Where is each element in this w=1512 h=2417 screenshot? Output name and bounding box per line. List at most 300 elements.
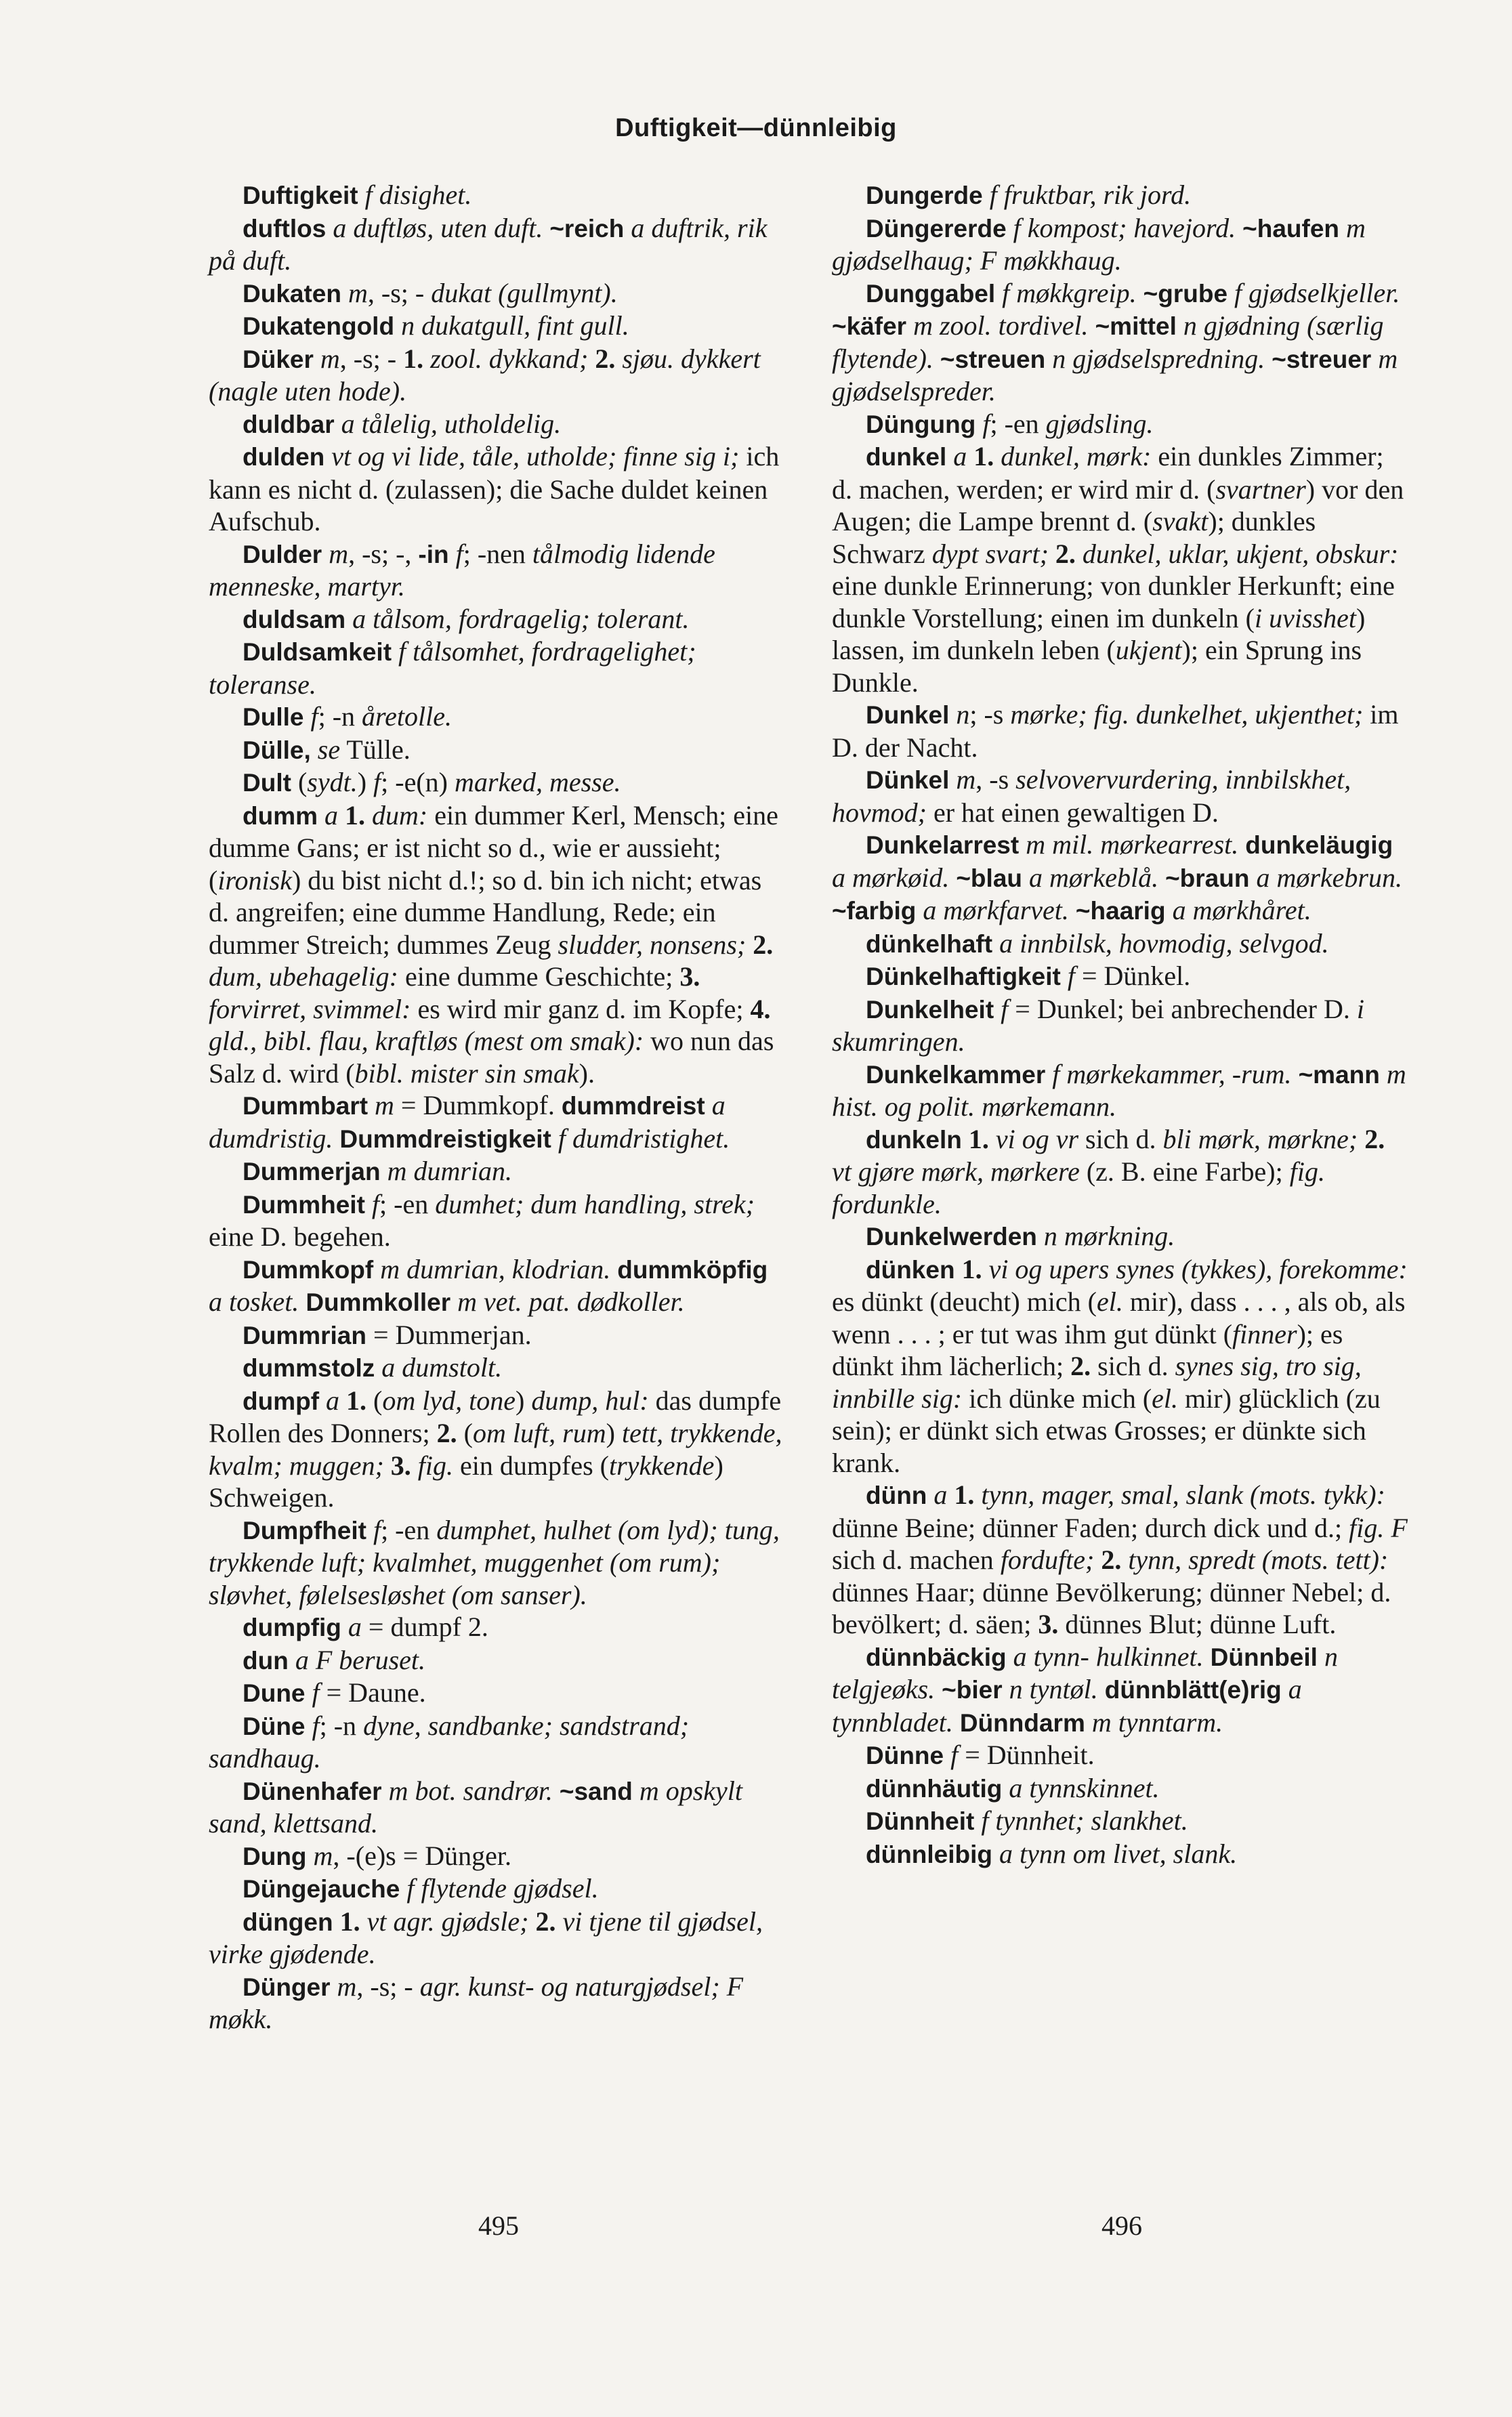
- dictionary-entry: [832, 1123, 1408, 1221]
- translation-text: vt gjøre mørk, mørkere: [832, 1156, 1080, 1187]
- translation-text: m dumrian.: [387, 1156, 513, 1186]
- entry-text: [382, 1775, 389, 1806]
- headword: Dumpfheit: [243, 1516, 366, 1544]
- entry-text: [411, 1450, 418, 1481]
- headword: Dunkelkammer: [866, 1060, 1046, 1089]
- entry-text: [989, 1124, 996, 1154]
- headword: Dummheit: [243, 1190, 365, 1219]
- translation-text: m zool. tordivel.: [913, 310, 1089, 341]
- translation-text: m: [313, 1840, 333, 1871]
- translation-text: f: [373, 1514, 381, 1545]
- sense-number: 1.: [345, 799, 365, 831]
- translation-text: a mørkøid.: [832, 862, 950, 893]
- entry-text: [962, 1124, 969, 1154]
- translation-text: svartner: [1215, 474, 1306, 505]
- dictionary-entry: [832, 179, 1408, 212]
- entry-text: [1085, 1707, 1092, 1738]
- entry-text: eine dumme Geschichte;: [398, 961, 680, 992]
- dictionary-entry: [209, 408, 784, 441]
- translation-text: f dumdristighet.: [558, 1122, 730, 1154]
- headword: dünken: [866, 1255, 955, 1284]
- translation-text: n tyntøl.: [1009, 1674, 1098, 1704]
- headword: dünnhäutig: [866, 1774, 1003, 1803]
- translation-text: m dumrian, klodrian.: [380, 1253, 611, 1284]
- sense-number: 1.: [973, 441, 994, 471]
- translation-text: a dumdristig.: [209, 1090, 726, 1154]
- dictionary-entry: [832, 212, 1408, 277]
- translation-text: vi tjene til gjødsel, virke gjødende.: [209, 1906, 763, 1969]
- entry-text: [916, 895, 923, 925]
- headword: Duldsamkeit: [243, 638, 392, 666]
- entry-text: [306, 1710, 312, 1741]
- dictionary-entry: [209, 1089, 784, 1155]
- translation-text: trykkende: [608, 1450, 715, 1481]
- translation-text: fig.: [417, 1450, 454, 1481]
- translation-text: f: [312, 1710, 320, 1741]
- entry-text: [303, 701, 310, 732]
- entry-text: ein dumpfes (: [453, 1450, 609, 1481]
- dictionary-entry: [209, 700, 784, 734]
- headword: dumpf: [243, 1387, 320, 1415]
- headword: ~reich: [549, 214, 625, 243]
- entry-text: [949, 699, 956, 730]
- translation-text: vi og vr: [995, 1123, 1079, 1154]
- headword: Düngejauche: [243, 1875, 400, 1903]
- dictionary-entry: [209, 603, 784, 636]
- headword: dun: [243, 1646, 289, 1675]
- translation-text: f: [373, 767, 381, 797]
- entry-text: [949, 862, 956, 893]
- dictionary-entry: [209, 734, 784, 767]
- entry-text: [992, 928, 999, 959]
- headword: Dülle,: [243, 736, 311, 764]
- entry-text: [983, 180, 990, 210]
- headword: Dünndarm: [959, 1708, 1085, 1737]
- translation-text: dum, ubehagelig:: [209, 961, 398, 992]
- entry-text: eine D. begehen.: [209, 1221, 391, 1252]
- translation-text: n dukatgull, fint gull.: [401, 310, 629, 341]
- headword: Dunkelwerden: [866, 1223, 1037, 1250]
- translation-text: m: [337, 1971, 357, 2002]
- dictionary-entry: [832, 277, 1408, 408]
- entry-text: dünnes Haar; dünne Bevölkerung; dünner Nebel; d. bevölkert; d. säen;: [832, 1576, 1391, 1639]
- translation-text: svakt: [1152, 506, 1209, 537]
- headword: dunkeln: [866, 1125, 962, 1154]
- headword: dummdreist: [561, 1092, 705, 1120]
- translation-text: a: [326, 1385, 340, 1416]
- sense-number: 2.: [1070, 1351, 1091, 1381]
- entry-text: [365, 800, 372, 831]
- translation-text: tynn, mager, smal, slank (mots. tykk):: [981, 1479, 1385, 1510]
- translation-text: f: [312, 1677, 320, 1708]
- entry-text: ein dunkles Zimmer; d. machen, werden; er wird mir d. (: [832, 441, 1384, 505]
- dictionary-entry: [209, 277, 784, 310]
- entry-text: [1094, 1544, 1101, 1575]
- entry-text: [1371, 343, 1378, 374]
- entry-text: mir), dass . . . , als ob, als wenn . . . ; er tut was ihm gut dünkt (: [832, 1286, 1406, 1349]
- translation-text: mørke; fig. dunkelhet, ukjenthet;: [1010, 699, 1364, 730]
- headword: Dunkelheit: [866, 995, 994, 1024]
- entry-text: [333, 1906, 340, 1937]
- entry-text: [365, 1189, 372, 1219]
- entry-text: (z. B. eine Farbe);: [1079, 1156, 1290, 1187]
- entry-text: [949, 764, 956, 795]
- entry-text: [341, 1612, 348, 1642]
- entry-text: [319, 1385, 326, 1416]
- entry-text: ); es dünkt ihm lächerlich;: [832, 1318, 1343, 1381]
- entry-text: ) vor den Augen; die Lampe brennt d. (: [832, 474, 1404, 537]
- entry-text: [339, 1385, 346, 1416]
- entry-text: [1089, 310, 1095, 341]
- entry-text: sich d.: [1091, 1351, 1175, 1381]
- translation-text: vt agr. gjødsle;: [366, 1906, 529, 1937]
- entry-text: [400, 1873, 406, 1904]
- entry-text: = dumpf 2.: [361, 1612, 488, 1642]
- entry-text: [588, 343, 595, 374]
- entry-text: [967, 441, 973, 471]
- entry-text: [1045, 343, 1052, 374]
- entry-text: [373, 1254, 380, 1284]
- translation-text: m: [348, 277, 368, 308]
- entry-text: ; -en: [379, 1188, 436, 1219]
- entry-text: [1003, 1674, 1009, 1704]
- entry-text: [994, 994, 1001, 1024]
- headword: Dune: [243, 1679, 306, 1707]
- translation-text: synes sig, tro sig, innbille sig:: [832, 1351, 1362, 1414]
- dictionary-entry: [832, 960, 1408, 993]
- entry-text: [1137, 278, 1143, 308]
- entry-text: [307, 1841, 314, 1871]
- entry-text: = Dünkel.: [1074, 961, 1191, 991]
- entry-text: [1358, 1124, 1364, 1154]
- dictionary-entry: [209, 1188, 784, 1253]
- entry-text: [1061, 961, 1068, 991]
- headword: dünnleibig: [866, 1840, 993, 1868]
- translation-text: a tynn- hulkinnet.: [1013, 1641, 1204, 1672]
- sense-number: 1.: [954, 1479, 975, 1510]
- dictionary-entry: [209, 766, 784, 799]
- entry-text: [551, 1123, 558, 1154]
- dictionary-entry: [832, 698, 1408, 763]
- entry-text: [610, 1254, 617, 1284]
- headword: ~haufen: [1242, 214, 1340, 243]
- entry-text: [624, 213, 631, 243]
- translation-text: vt og vi lide, tåle, utholde; finne sig i;: [331, 441, 740, 471]
- entry-text: [1007, 213, 1013, 243]
- entry-text: [1049, 539, 1055, 569]
- translation-text: ukjent: [1115, 635, 1182, 665]
- dictionary-entry: [209, 1351, 784, 1385]
- entry-text: [375, 1352, 381, 1383]
- translation-text: sydt.: [307, 767, 358, 797]
- translation-text: f: [371, 1188, 380, 1219]
- translation-text: fig. fordunkle.: [832, 1156, 1325, 1219]
- headword: Dult: [243, 769, 291, 797]
- dictionary-entry: [209, 538, 784, 603]
- translation-text: dum:: [372, 799, 428, 831]
- entry-text: [992, 1838, 999, 1869]
- entry-text: [615, 343, 622, 374]
- headword: Dummbart: [243, 1092, 369, 1120]
- entry-text: ) du bist nicht d.!; so d. bin ich nicht; etwas d. angreifen; eine dumme Handlung, Rede; ein dummer Streich; dummes Zeug: [209, 864, 762, 960]
- entry-text: eine dunkle Erinnerung; von dunkler Herkunft; eine dunkle Vorstellung; einen im dunkeln (: [832, 570, 1395, 633]
- dictionary-entry: [209, 1840, 784, 1873]
- entry-text: [1076, 539, 1083, 569]
- headword: ~farbig: [832, 897, 917, 925]
- running-header: Duftigkeit—dünnleibig: [615, 114, 897, 142]
- translation-text: f mørkekammer, -rum.: [1052, 1058, 1292, 1089]
- entry-text: [322, 539, 329, 569]
- entry-text: [933, 343, 940, 374]
- entry-text: (: [291, 767, 308, 797]
- dictionary-entry: [209, 1611, 784, 1644]
- translation-text: f: [982, 408, 990, 439]
- translation-text: a: [348, 1612, 362, 1642]
- entry-text: sich d. machen: [832, 1544, 1001, 1575]
- headword: Dunkelarrest: [866, 831, 1020, 859]
- headword: dummstolz: [243, 1354, 375, 1382]
- translation-text: dukat (gullmynt).: [431, 277, 618, 308]
- translation-text: sjøu. dykkert (nagle uten hode).: [209, 343, 761, 406]
- entry-text: , -s; -: [339, 343, 404, 374]
- translation-text: a tynnbladet.: [832, 1674, 1302, 1738]
- dictionary-entry: [832, 1641, 1408, 1740]
- headword: ~sand: [559, 1777, 633, 1805]
- entry-text: [1238, 829, 1245, 860]
- entry-text: [1166, 895, 1173, 925]
- dictionary-entry: [209, 310, 784, 343]
- translation-text: tynn, spredt (mots. tett):: [1128, 1544, 1389, 1575]
- translation-text: a: [324, 799, 338, 831]
- translation-text: se: [317, 734, 341, 765]
- sense-number: 1.: [403, 343, 424, 374]
- translation-text: a F beruset.: [295, 1644, 425, 1675]
- entry-text: ich kann es nicht d. (zulassen); die Sache duldet keinen Aufschub.: [209, 441, 780, 537]
- translation-text: tålmodig lidende menneske, martyr.: [209, 538, 715, 602]
- translation-text: m: [375, 1090, 394, 1120]
- entry-text: [394, 310, 401, 341]
- dictionary-entry: [209, 1644, 784, 1677]
- entry-text: ; -n: [318, 701, 362, 732]
- column-right: [832, 179, 1408, 1870]
- translation-text: f: [1067, 961, 1075, 991]
- translation-text: n: [956, 699, 970, 730]
- entry-text: es wird mir ganz d. im Kopfe;: [411, 993, 751, 1024]
- dictionary-entry: [209, 635, 784, 700]
- translation-text: f flytende gjødsel.: [406, 1873, 599, 1904]
- entry-text: ; -s: [969, 699, 1011, 730]
- dictionary-entry: [209, 1971, 784, 2036]
- entry-text: ); dunkles Schwarz: [832, 506, 1316, 569]
- translation-text: f møkkgreip.: [1002, 277, 1137, 308]
- translation-text: m mil. mørkearrest.: [1026, 829, 1239, 860]
- translation-text: n gjødning (særlig flytende).: [832, 310, 1384, 374]
- translation-text: f fruktbar, rik jord.: [989, 180, 1192, 210]
- headword: Duftigkeit: [243, 182, 358, 209]
- entry-text: wo nun das Salz d. wird (: [209, 1026, 774, 1089]
- dictionary-entry: [832, 1739, 1408, 1772]
- dictionary-entry: [209, 440, 784, 538]
- entry-text: [423, 343, 430, 374]
- entry-text: ; -en: [381, 1514, 437, 1545]
- dictionary-entry: [832, 1058, 1408, 1123]
- headword: Dunkel: [866, 701, 950, 729]
- dictionary-entry: [832, 408, 1408, 441]
- translation-text: f: [455, 538, 463, 569]
- entry-text: , -s; -,: [348, 538, 419, 569]
- translation-text: a tynn om livet, slank.: [999, 1838, 1238, 1869]
- dictionary-entry: [832, 1838, 1408, 1871]
- headword: Dukatengold: [243, 312, 395, 340]
- page-number-right: 496: [1101, 2210, 1142, 2241]
- entry-text: [955, 1254, 962, 1284]
- entry-text: [314, 343, 320, 374]
- entry-text: [927, 1479, 933, 1510]
- headword: Dummdreistigkeit: [339, 1125, 551, 1153]
- entry-text: (: [366, 1385, 383, 1416]
- entry-text: [543, 213, 549, 243]
- translation-text: fordufte;: [1000, 1544, 1095, 1575]
- dictionary-entry: [832, 1479, 1408, 1641]
- translation-text: a tålelig, utholdelig.: [341, 408, 562, 439]
- sense-number: 3.: [390, 1450, 411, 1481]
- entry-text: [975, 408, 982, 439]
- entry-text: [1158, 862, 1165, 893]
- translation-text: ironisk: [217, 864, 292, 896]
- headword: dulden: [243, 443, 325, 471]
- dictionary-entry: [209, 212, 784, 277]
- entry-text: = Daune.: [319, 1677, 426, 1708]
- entry-text: [974, 1479, 981, 1510]
- translation-text: f gjødselkjeller.: [1234, 277, 1400, 308]
- column-left: [209, 179, 784, 2036]
- entry-text: [1339, 213, 1346, 243]
- translation-text: m tynntarm.: [1091, 1706, 1223, 1738]
- translation-text: zool. dykkand;: [430, 343, 589, 374]
- entry-text: [384, 1450, 391, 1481]
- translation-text: m gjødselhaug; F møkkhaug.: [832, 212, 1366, 276]
- headword: ~käfer: [832, 312, 907, 340]
- translation-text: dumhet; dum handling, strek;: [435, 1188, 755, 1219]
- headword: ~bier: [942, 1676, 1003, 1704]
- translation-text: a: [953, 441, 967, 471]
- translation-text: m: [320, 343, 340, 374]
- translation-text: m opskylt sand, klettsand.: [209, 1775, 742, 1838]
- translation-text: m: [956, 764, 976, 795]
- headword: dünnbäckig: [866, 1643, 1007, 1671]
- entry-text: [1019, 829, 1026, 860]
- dictionary-entry: [832, 1220, 1408, 1253]
- entry-text: [553, 1775, 560, 1806]
- translation-text: f: [950, 1740, 959, 1770]
- entry-text: [1282, 1674, 1288, 1704]
- headword: dummköpfig: [617, 1255, 768, 1284]
- entry-text: [1249, 862, 1256, 893]
- entry-text: ): [606, 1418, 622, 1448]
- translation-text: dumphet, hulhet (om lyd); tung, trykkende luft; kvalmhet, muggenhet (om rum); sløvhet, følelsesløshet (om sanser).: [209, 1514, 780, 1610]
- translation-text: n telgjeøks.: [832, 1641, 1338, 1704]
- entry-text: = Dunkel; bei anbrechender D.: [1008, 993, 1357, 1024]
- entry-text: , -(e)s = Dünger.: [333, 1840, 512, 1871]
- translation-text: om lyd, tone: [382, 1385, 516, 1416]
- entry-text: [947, 1479, 954, 1510]
- entry-text: [392, 636, 398, 667]
- dictionary-entry: [209, 1319, 784, 1352]
- entry-text: [358, 180, 365, 210]
- translation-text: dypt svart;: [931, 538, 1049, 569]
- translation-text: a: [933, 1479, 948, 1510]
- dictionary-entry: [209, 1253, 784, 1319]
- headword: ~grube: [1143, 279, 1228, 308]
- translation-text: f kompost; havejord.: [1013, 212, 1236, 243]
- headword: ~braun: [1165, 864, 1250, 892]
- translation-text: åretolle.: [362, 701, 452, 732]
- entry-text: = Dünnheit.: [958, 1740, 1095, 1770]
- dictionary-entry: [209, 1710, 784, 1775]
- entry-text: [341, 278, 348, 308]
- entry-text: ; -en: [990, 408, 1046, 439]
- translation-text: vi og upers synes (tykkes), forekomme:: [988, 1253, 1408, 1284]
- translation-text: fig. F: [1349, 1512, 1408, 1543]
- translation-text: m gjødselspreder.: [832, 343, 1398, 406]
- headword: Dünnheit: [866, 1807, 975, 1835]
- entry-text: [1204, 1641, 1211, 1672]
- headword: Dulle: [243, 703, 304, 731]
- entry-text: [633, 1775, 639, 1806]
- sense-number: 2.: [1055, 538, 1076, 569]
- page-number-left: 495: [478, 2210, 519, 2241]
- dictionary-entry: [209, 1514, 784, 1612]
- headword: ~haarig: [1075, 897, 1166, 925]
- entry-text: , -s; -: [356, 1971, 420, 2002]
- dictionary-entry: [209, 1385, 784, 1514]
- entry-text: ): [357, 767, 374, 797]
- entry-text: ; -nen: [463, 538, 532, 569]
- entry-text: ).: [579, 1057, 595, 1089]
- headword: ~mann: [1298, 1060, 1380, 1089]
- headword: Dukaten: [243, 279, 341, 308]
- entry-text: , -s: [975, 764, 1016, 795]
- entry-text: ) Schweigen.: [209, 1450, 723, 1513]
- dictionary-entry: [209, 343, 784, 408]
- entry-text: ; -e(n): [381, 767, 455, 797]
- entry-text: [1292, 1059, 1299, 1089]
- entry-text: [1037, 1221, 1044, 1251]
- sense-number: 2.: [753, 929, 774, 960]
- entry-text: [1121, 1544, 1128, 1575]
- entry-text: [318, 800, 324, 831]
- entry-text: [944, 1740, 950, 1770]
- entry-text: ) lassen, im dunkeln leben (: [832, 602, 1366, 665]
- headword: duftlos: [243, 214, 327, 243]
- translation-text: i skumringen.: [832, 993, 1364, 1057]
- translation-text: a dumstolt.: [381, 1352, 503, 1383]
- translation-text: a mørkebrun.: [1256, 862, 1402, 893]
- translation-text: n gjødselspredning.: [1052, 343, 1265, 374]
- entry-text: = Dummerjan.: [366, 1319, 532, 1350]
- translation-text: a mørkeblå.: [1029, 862, 1159, 893]
- entry-text: [345, 604, 352, 634]
- translation-text: forvirret, svimmel:: [209, 993, 411, 1024]
- dictionary-entry: [832, 440, 1408, 698]
- entry-text: sich d.: [1078, 1123, 1163, 1154]
- entry-text: [1227, 278, 1234, 308]
- sense-number: 1.: [961, 1253, 982, 1284]
- entry-text: [906, 310, 913, 341]
- headword: -in: [418, 540, 449, 568]
- translation-text: marked, messe.: [454, 767, 621, 797]
- headword: dumm: [243, 801, 318, 830]
